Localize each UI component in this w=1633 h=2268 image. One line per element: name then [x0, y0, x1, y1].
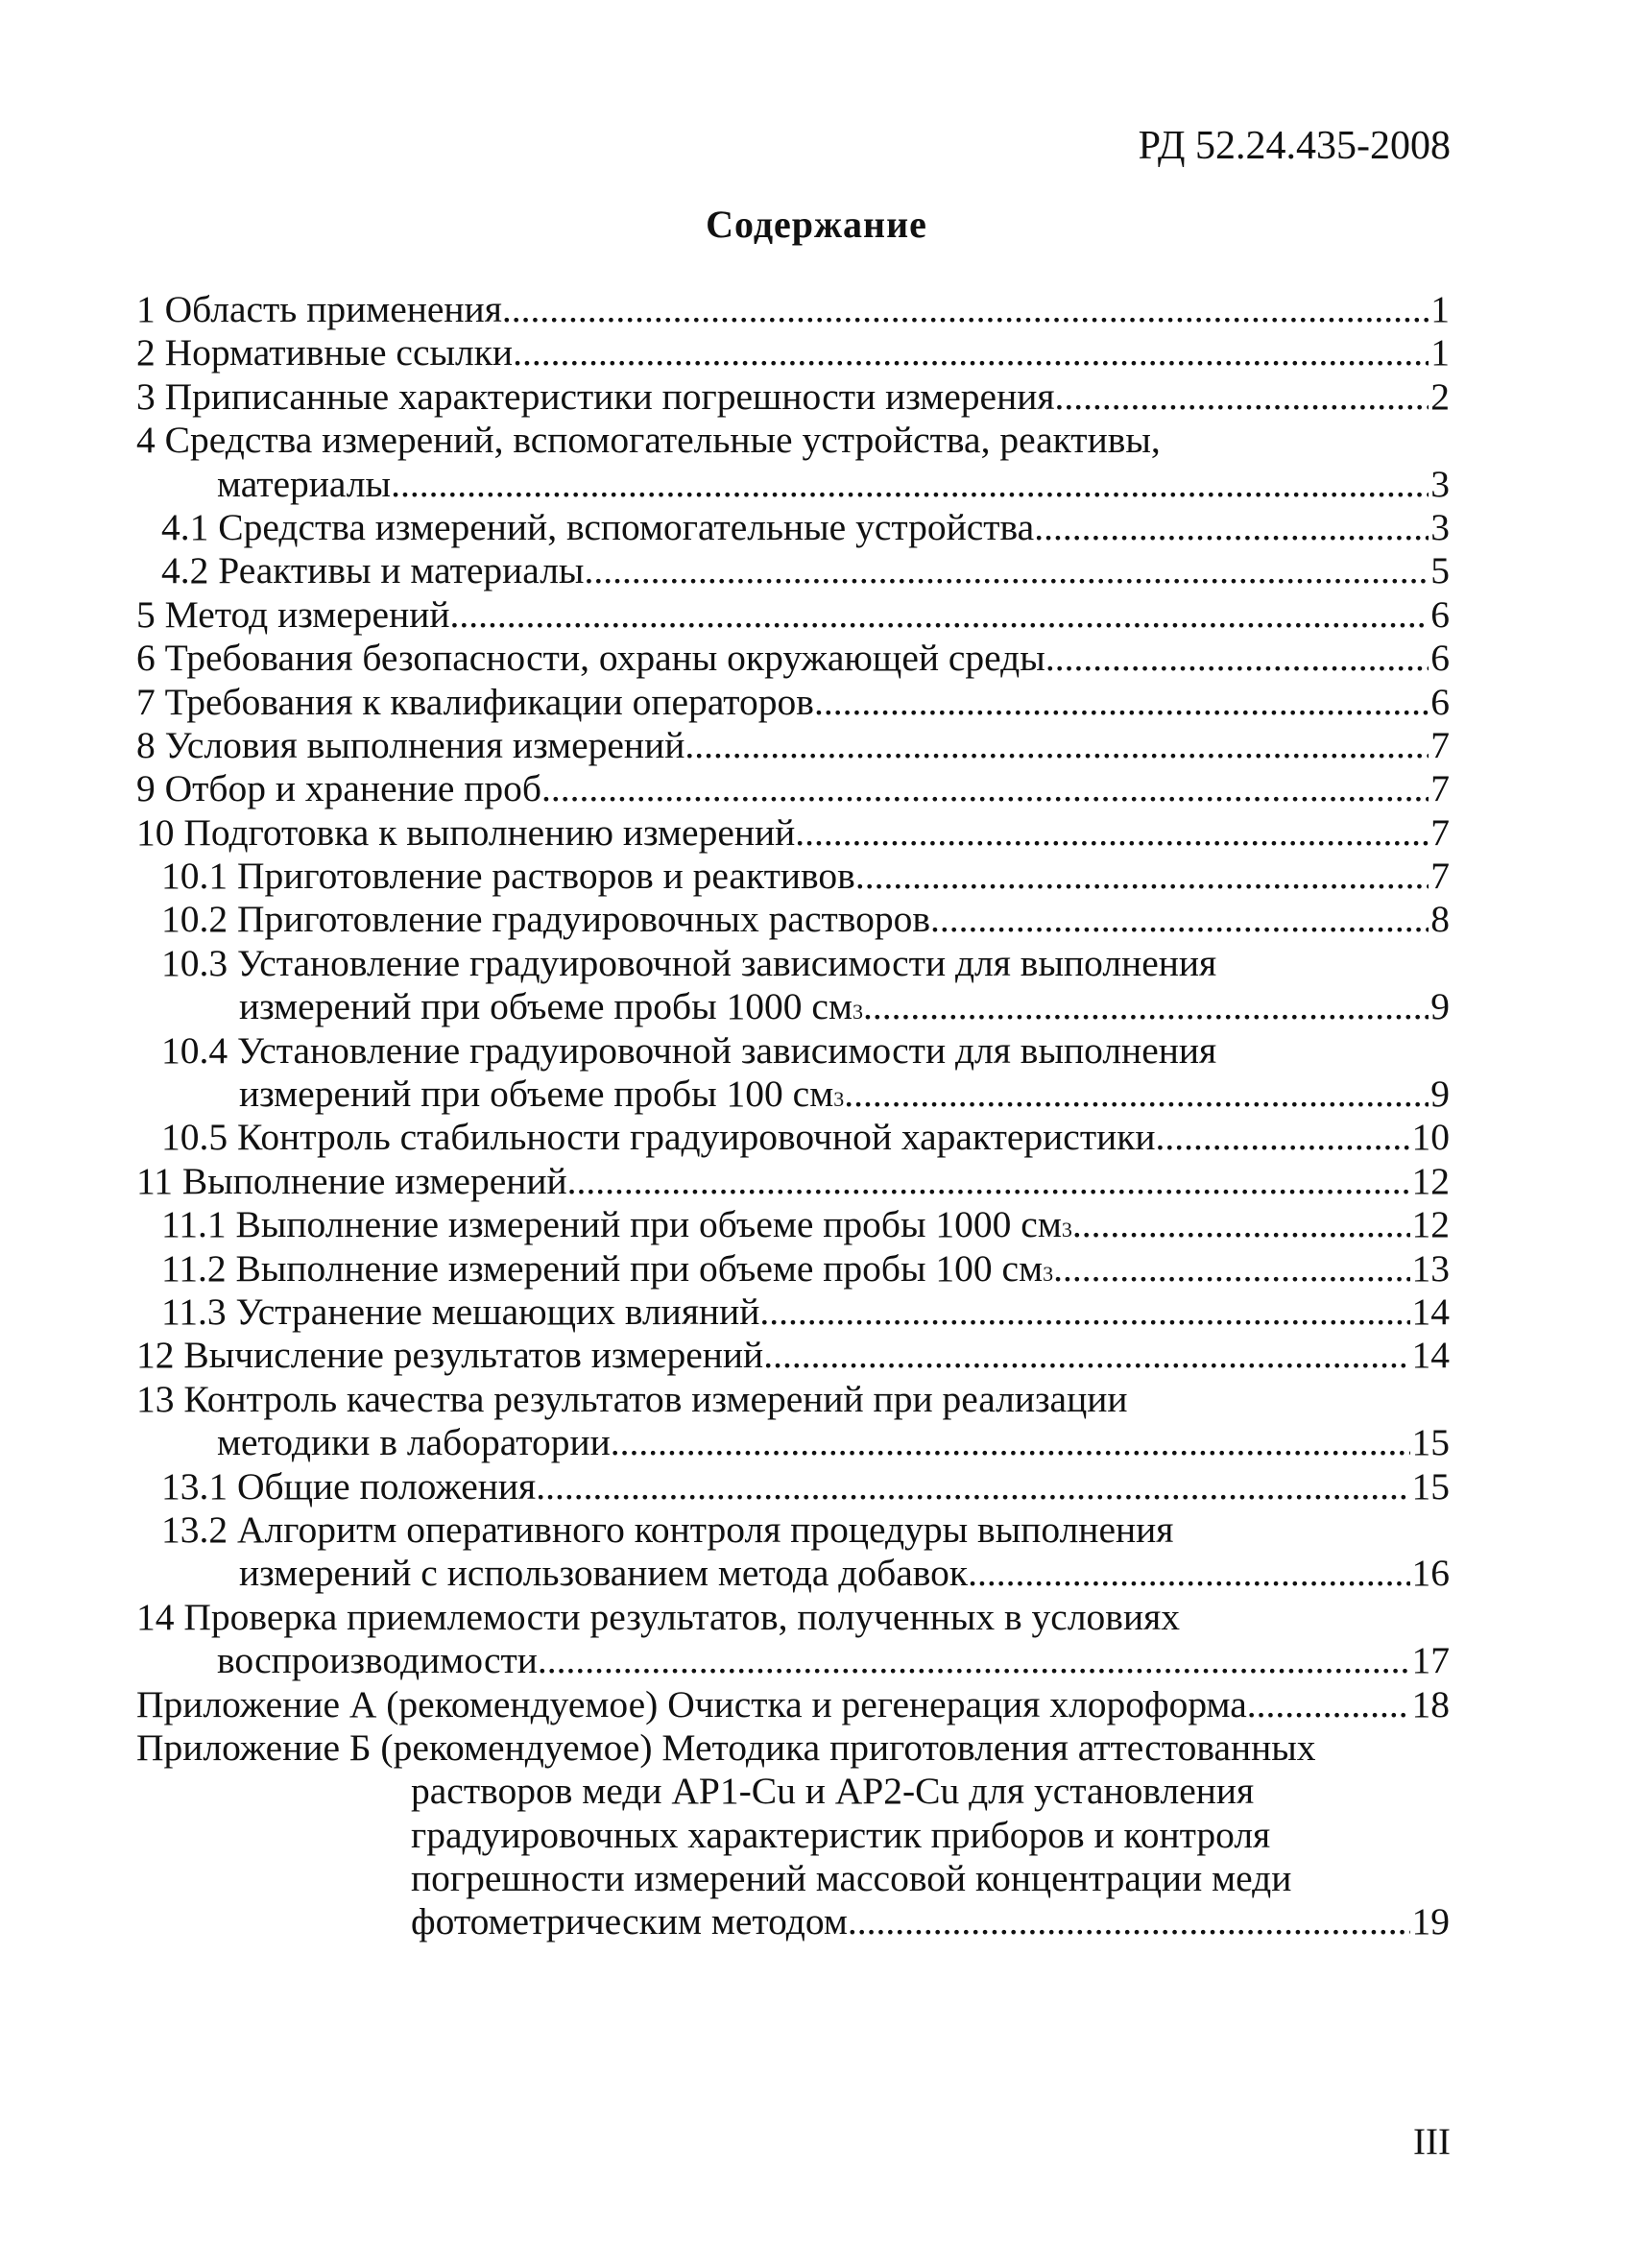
toc-dot-leader — [795, 811, 1429, 855]
toc-entry-text: 13.1 Общие положения — [161, 1464, 537, 1508]
toc-dot-leader — [684, 724, 1429, 767]
toc-entry-text: 4 Средства измерений, вспомогательные устройства, реактивы, — [136, 419, 1161, 462]
toc-dot-leader — [814, 681, 1429, 724]
toc-dot-leader — [968, 1552, 1409, 1595]
toc-entry-text: 1 Область применения — [136, 288, 502, 330]
toc-page-number: 17 — [1411, 1639, 1450, 1682]
toc-entry[interactable] — [136, 1900, 1450, 1943]
toc-dot-leader — [930, 898, 1429, 941]
toc-dot-leader — [450, 593, 1429, 637]
toc-entry[interactable] — [136, 1726, 1450, 1770]
toc-entry-text: методики в лаборатории — [217, 1421, 611, 1464]
toc-entry[interactable] — [136, 1683, 1450, 1726]
toc-entry[interactable] — [136, 549, 1450, 592]
toc-entry-text: 10.4 Установление градуировочной зависимости для выполнения — [161, 1028, 1217, 1072]
toc-page-number: 1 — [1430, 331, 1450, 374]
toc-entry-text: 12 Вычисление результатов измерений — [136, 1334, 764, 1377]
toc-page-number: 6 — [1430, 680, 1450, 723]
toc-entry[interactable] — [136, 942, 1450, 985]
toc-entry-text: материалы — [217, 462, 392, 505]
toc-page-number: 1 — [1430, 288, 1450, 330]
toc-dot-leader — [1247, 1683, 1410, 1726]
toc-entry-text: 11.2 Выполнение измерений при объеме пробы 100 см — [161, 1246, 1044, 1290]
toc-entry[interactable] — [136, 1465, 1450, 1508]
toc-entry[interactable] — [136, 1291, 1450, 1334]
toc-dot-leader — [1045, 637, 1429, 680]
toc-entry-text: 4.2 Реактивы и материалы — [161, 549, 585, 592]
toc-entry-text: 8 Условия выполнения измерений — [136, 723, 685, 766]
toc-entry-text: 11.3 Устранение мешающих влияний — [161, 1290, 760, 1333]
toc-page-number: 6 — [1430, 592, 1450, 636]
toc-page-number: 12 — [1411, 1203, 1450, 1246]
toc-page-number: 2 — [1430, 374, 1450, 418]
toc-entry[interactable] — [136, 506, 1450, 549]
toc-entry[interactable] — [136, 1334, 1450, 1377]
toc-entry[interactable]: 11.1 Выполнение измерений при объеме пробы 1000 см 3 ..... 12 — [136, 1203, 1450, 1246]
toc-dot-leader — [584, 549, 1429, 592]
toc-entry[interactable] — [136, 1639, 1450, 1682]
toc-entry-text: градуировочных характеристик приборов и контроля — [411, 1813, 1271, 1856]
toc-entry-text: растворов меди АР1-Cu и АР2-Cu для установления — [411, 1770, 1255, 1813]
toc-entry-text: Приложение А (рекомендуемое) Очистка и регенерация хлороформа — [136, 1682, 1247, 1725]
toc-dot-leader — [611, 1421, 1410, 1464]
toc-entry[interactable] — [136, 1596, 1450, 1639]
toc-entry[interactable] — [136, 288, 1450, 331]
toc-page-number: 10 — [1411, 1116, 1450, 1159]
toc-entry-text: 11 Выполнение измерений — [136, 1159, 567, 1202]
toc-entry-text: 10.5 Контроль стабильности градуировочной характеристики — [161, 1116, 1156, 1159]
toc-entry[interactable]: измерений при объеме пробы 100 см 3 ..... 9 — [136, 1073, 1450, 1116]
toc-entry[interactable] — [136, 593, 1450, 637]
toc-page-number: 3 — [1430, 462, 1450, 505]
toc-dot-leader — [1072, 1203, 1410, 1246]
toc-page-number: 9 — [1430, 985, 1450, 1028]
toc-entry-text: 13 Контроль качества результатов измерений при реализации — [136, 1377, 1128, 1420]
toc-dot-leader — [502, 288, 1429, 331]
toc-page-number: 7 — [1430, 810, 1450, 854]
toc-entry-text: 10 Подготовка к выполнению измерений — [136, 810, 796, 854]
toc-dot-leader — [1053, 1247, 1409, 1291]
toc-entry[interactable] — [136, 767, 1450, 810]
toc-page-number: 9 — [1430, 1073, 1450, 1116]
toc-page-number: 7 — [1430, 767, 1450, 810]
toc-entry[interactable] — [136, 463, 1450, 506]
toc-dot-leader — [567, 1160, 1410, 1203]
toc-entry[interactable] — [136, 1770, 1450, 1813]
toc-entry[interactable]: 11.2 Выполнение измерений при объеме пробы 100 см 3 ..... 13 — [136, 1247, 1450, 1291]
toc-entry[interactable] — [136, 1508, 1450, 1552]
toc-entry[interactable] — [136, 811, 1450, 855]
toc-entry-text: измерений с использованием метода добавок — [239, 1552, 969, 1595]
toc-dot-leader — [1156, 1116, 1410, 1159]
toc-page-number: 3 — [1430, 505, 1450, 548]
toc-entry-text: фотометрическим методом — [411, 1900, 848, 1943]
toc-entry-text: 2 Нормативные ссылки — [136, 331, 514, 374]
toc-entry-text: воспроизводимости — [217, 1639, 538, 1682]
toc-entry-text: 7 Требования к квалификации операторов — [136, 680, 814, 723]
toc-dot-leader — [759, 1291, 1409, 1334]
toc-entry[interactable] — [136, 1029, 1450, 1073]
toc-page-number: 18 — [1411, 1682, 1450, 1725]
toc-page-number: 5 — [1430, 549, 1450, 592]
toc-entry-text: погрешности измерений массовой концентрации меди — [411, 1857, 1292, 1900]
toc-entry[interactable] — [136, 1116, 1450, 1159]
toc-title: Содержание — [706, 203, 927, 246]
toc-entry-text: 5 Метод измерений — [136, 592, 450, 636]
page-number-footer: III — [1413, 2121, 1451, 2162]
toc-entry-text: 6 Требования безопасности, охраны окружающей среды — [136, 637, 1045, 680]
toc-entry-text: 10.1 Приготовление растворов и реактивов — [161, 855, 855, 898]
toc-dot-leader — [536, 1465, 1409, 1508]
toc-page-number: 7 — [1430, 723, 1450, 766]
toc-dot-leader — [863, 985, 1429, 1028]
toc-entry[interactable] — [136, 331, 1450, 374]
toc-entry-text: 11.1 Выполнение измерений при объеме пробы 1000 см — [161, 1203, 1062, 1246]
toc-page-number: 14 — [1411, 1334, 1450, 1377]
table-of-contents — [136, 288, 1450, 1944]
toc-page-number: 12 — [1411, 1159, 1450, 1202]
toc-entry[interactable] — [136, 681, 1450, 724]
toc-page-number: 7 — [1430, 855, 1450, 898]
toc-dot-leader — [1034, 506, 1429, 549]
toc-page-number: 13 — [1411, 1246, 1450, 1290]
toc-entry[interactable] — [136, 855, 1450, 898]
toc-dot-leader — [848, 1900, 1410, 1943]
toc-entry-text: 9 Отбор и хранение проб — [136, 767, 542, 810]
toc-dot-leader — [844, 1073, 1429, 1116]
toc-entry-text: 14 Проверка приемлемости результатов, полученных в условиях — [136, 1595, 1181, 1638]
toc-entry[interactable] — [136, 637, 1450, 680]
toc-entry[interactable]: измерений при объеме пробы 1000 см 3 ..... 9 — [136, 985, 1450, 1028]
toc-entry[interactable] — [136, 1552, 1450, 1595]
toc-page-number: 19 — [1411, 1900, 1450, 1943]
toc-entry[interactable] — [136, 1421, 1450, 1464]
toc-page-number: 6 — [1430, 637, 1450, 680]
toc-entry-text: 10.2 Приготовление градуировочных растворов — [161, 898, 931, 941]
toc-entry-text: измерений при объеме пробы 100 см — [239, 1073, 834, 1116]
toc-dot-leader — [513, 331, 1429, 374]
toc-entry[interactable] — [136, 375, 1450, 419]
toc-dot-leader — [763, 1334, 1409, 1377]
toc-entry-text: 3 Приписанные характеристики погрешности измерения — [136, 374, 1055, 418]
toc-dot-leader — [391, 463, 1429, 506]
toc-entry[interactable] — [136, 1857, 1450, 1900]
toc-page-number: 8 — [1430, 898, 1450, 941]
toc-page-number: 15 — [1411, 1421, 1450, 1464]
toc-entry[interactable] — [136, 898, 1450, 941]
toc-dot-leader — [1055, 375, 1429, 419]
toc-entry[interactable] — [136, 724, 1450, 767]
toc-dot-leader — [538, 1639, 1410, 1682]
toc-dot-leader — [541, 767, 1429, 810]
toc-entry-text: 10.3 Установление градуировочной зависимости для выполнения — [161, 941, 1217, 984]
toc-page-number: 15 — [1411, 1464, 1450, 1508]
toc-page-number: 14 — [1411, 1290, 1450, 1333]
toc-entry[interactable] — [136, 1814, 1450, 1857]
toc-dot-leader — [855, 855, 1429, 898]
toc-entry-text: измерений при объеме пробы 1000 см — [239, 985, 853, 1028]
toc-entry-text: 4.1 Средства измерений, вспомогательные устройства — [161, 505, 1035, 548]
toc-entry[interactable] — [136, 1378, 1450, 1421]
toc-entry[interactable] — [136, 1160, 1450, 1203]
toc-entry[interactable] — [136, 419, 1450, 462]
toc-page-number: 16 — [1411, 1552, 1450, 1595]
page-header-doc-code: РД 52.24.435-2008 — [1138, 124, 1451, 168]
toc-entry-text: 13.2 Алгоритм оперативного контроля процедуры выполнения — [161, 1508, 1174, 1551]
toc-entry-text: Приложение Б (рекомендуемое) Методика приготовления аттестованных — [136, 1725, 1316, 1769]
